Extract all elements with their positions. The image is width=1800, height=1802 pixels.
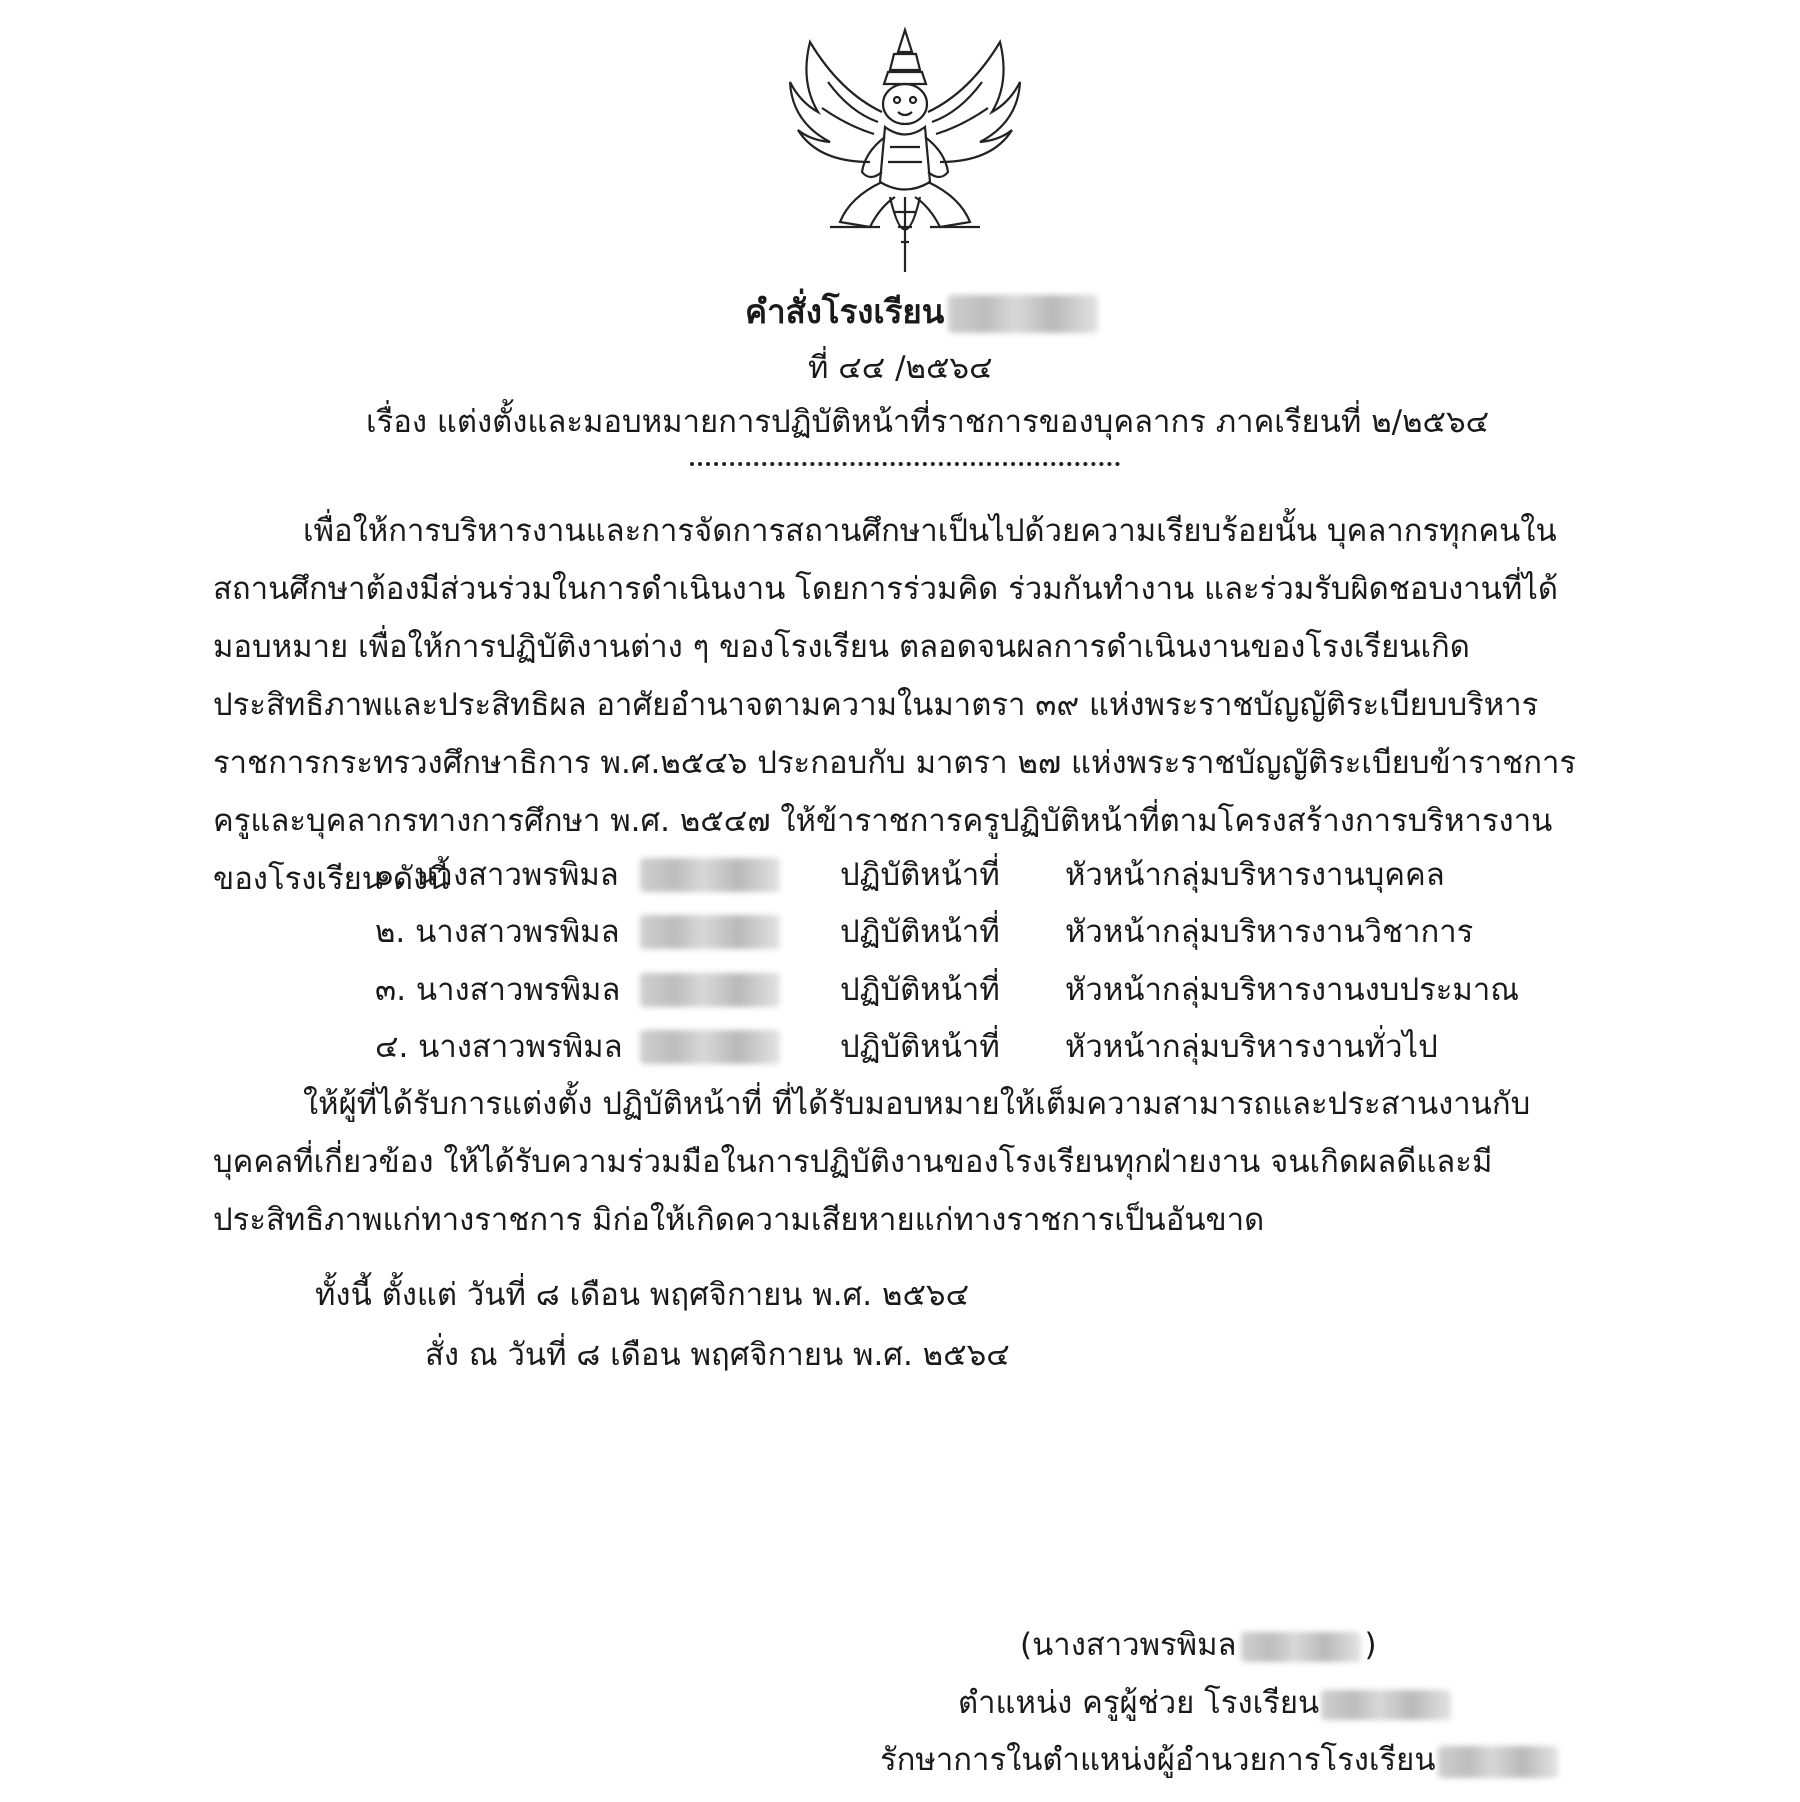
signatory-acting-text: รักษาการในตำแหน่งผู้อำนวยการโรงเรียน <box>880 1742 1436 1778</box>
signatory-name-text: (นางสาวพรพิมล <box>1020 1627 1237 1663</box>
signatory-acting <box>880 1740 1558 1780</box>
assignment-2-duty: ปฏิบัติหน้าที่ <box>840 914 1000 950</box>
assignment-4-role: หัวหน้ากลุ่มบริหารงานทั่วไป <box>1065 1029 1438 1065</box>
redacted-surname <box>640 1030 780 1064</box>
order-number: ที่ ๔๔ /๒๕๖๔ <box>808 350 993 386</box>
assignment-3-duty: ปฏิบัติหน้าที่ <box>840 972 1000 1008</box>
separator-dots <box>690 462 1120 466</box>
assignment-4-name: ๔. นางสาวพรพิมล <box>375 1029 623 1065</box>
closing-paragraph: ให้ผู้ที่ได้รับการแต่งตั้ง ปฏิบัติหน้าที่ ที่ได้รับมอบหมายให้เต็มความสามารถและประสานงานกับบุคคลที่เกี่ยวข้อง ให้ได้รับความร่วมมือในการปฏิบัติงานของโรงเรียนทุกฝ่ายงาน จนเกิดผลดีและมีประสิทธิภาพแก่ทางราชการ มิก่อให้เกิดความเสียหายแก่ทางราชการเป็นอันขาด <box>213 1086 1531 1238</box>
redacted-surname <box>640 915 780 949</box>
order-title-text: คำสั่งโรงเรียน <box>745 292 945 331</box>
assignment-1-duty: ปฏิบัติหน้าที่ <box>840 857 1000 893</box>
order-date: สั่ง ณ วันที่ ๘ เดือน พฤศจิกายน พ.ศ. ๒๕๖๔ <box>425 1337 1010 1373</box>
assignment-2-name: ๒. นางสาวพรพิมล <box>375 914 620 950</box>
signatory-name <box>1020 1625 1377 1665</box>
redacted-school-name <box>1321 1690 1451 1720</box>
order-subject: เรื่อง แต่งตั้งและมอบหมายการปฏิบัติหน้าที่ราชการของบุคลากร ภาคเรียนที่ ๒/๒๕๖๔ <box>366 404 1490 440</box>
redacted-surname <box>640 973 780 1007</box>
assignment-1-name: ๑. นางสาวพรพิมล <box>375 857 619 893</box>
intro-paragraph: เพื่อให้การบริหารงานและการจัดการสถานศึกษาเป็นไปด้วยความเรียบร้อยนั้น บุคลากรทุกคนในสถานศึกษาต้องมีส่วนร่วมในการดำเนินงาน โดยการร่วมคิด ร่วมกันทำงาน และร่วมรับผิดชอบงานที่ได้มอบหมาย เพื่อให้การปฏิบัติงานต่าง ๆ ของโรงเรียน ตลอดจนผลการดำเนินงานของโรงเรียนเกิดประสิทธิภาพและประสิทธิผล อาศัยอำนาจตามความในมาตรา ๓๙ แห่งพระราชบัญญัติระเบียบบริหารราชการกระทรวงศึกษาธิการ พ.ศ.๒๕๔๖ ประกอบกับ มาตรา ๒๗ แห่งพระราชบัญญัติระเบียบข้าราชการครูและบุคลากรทางการศึกษา พ.ศ. ๒๕๔๗ ให้ข้าราชการครูปฏิบัติหน้าที่ตามโครงสร้างการบริหารงานของโรงเรียน ดังนี้ <box>213 513 1577 897</box>
redacted-surname <box>1241 1632 1361 1662</box>
garuda-emblem-icon <box>770 22 1040 282</box>
signatory-position <box>958 1683 1451 1723</box>
redacted-school-name <box>1438 1746 1558 1778</box>
order-title <box>745 292 1098 333</box>
assignment-3-name: ๓. นางสาวพรพิมล <box>375 972 621 1008</box>
assignment-1-role: หัวหน้ากลุ่มบริหารงานบุคคล <box>1065 857 1445 893</box>
redacted-school-name <box>948 295 1098 333</box>
effective-date: ทั้งนี้ ตั้งแต่ วันที่ ๘ เดือน พฤศจิกายน พ.ศ. ๒๕๖๔ <box>315 1277 970 1313</box>
redacted-surname <box>640 858 780 892</box>
signatory-position-text: ตำแหน่ง ครูผู้ช่วย โรงเรียน <box>958 1685 1320 1721</box>
assignment-3-role: หัวหน้ากลุ่มบริหารงานงบประมาณ <box>1065 972 1520 1008</box>
signatory-name-close: ) <box>1364 1627 1377 1663</box>
assignment-2-role: หัวหน้ากลุ่มบริหารงานวิชาการ <box>1065 914 1474 950</box>
assignment-4-duty: ปฏิบัติหน้าที่ <box>840 1029 1000 1065</box>
